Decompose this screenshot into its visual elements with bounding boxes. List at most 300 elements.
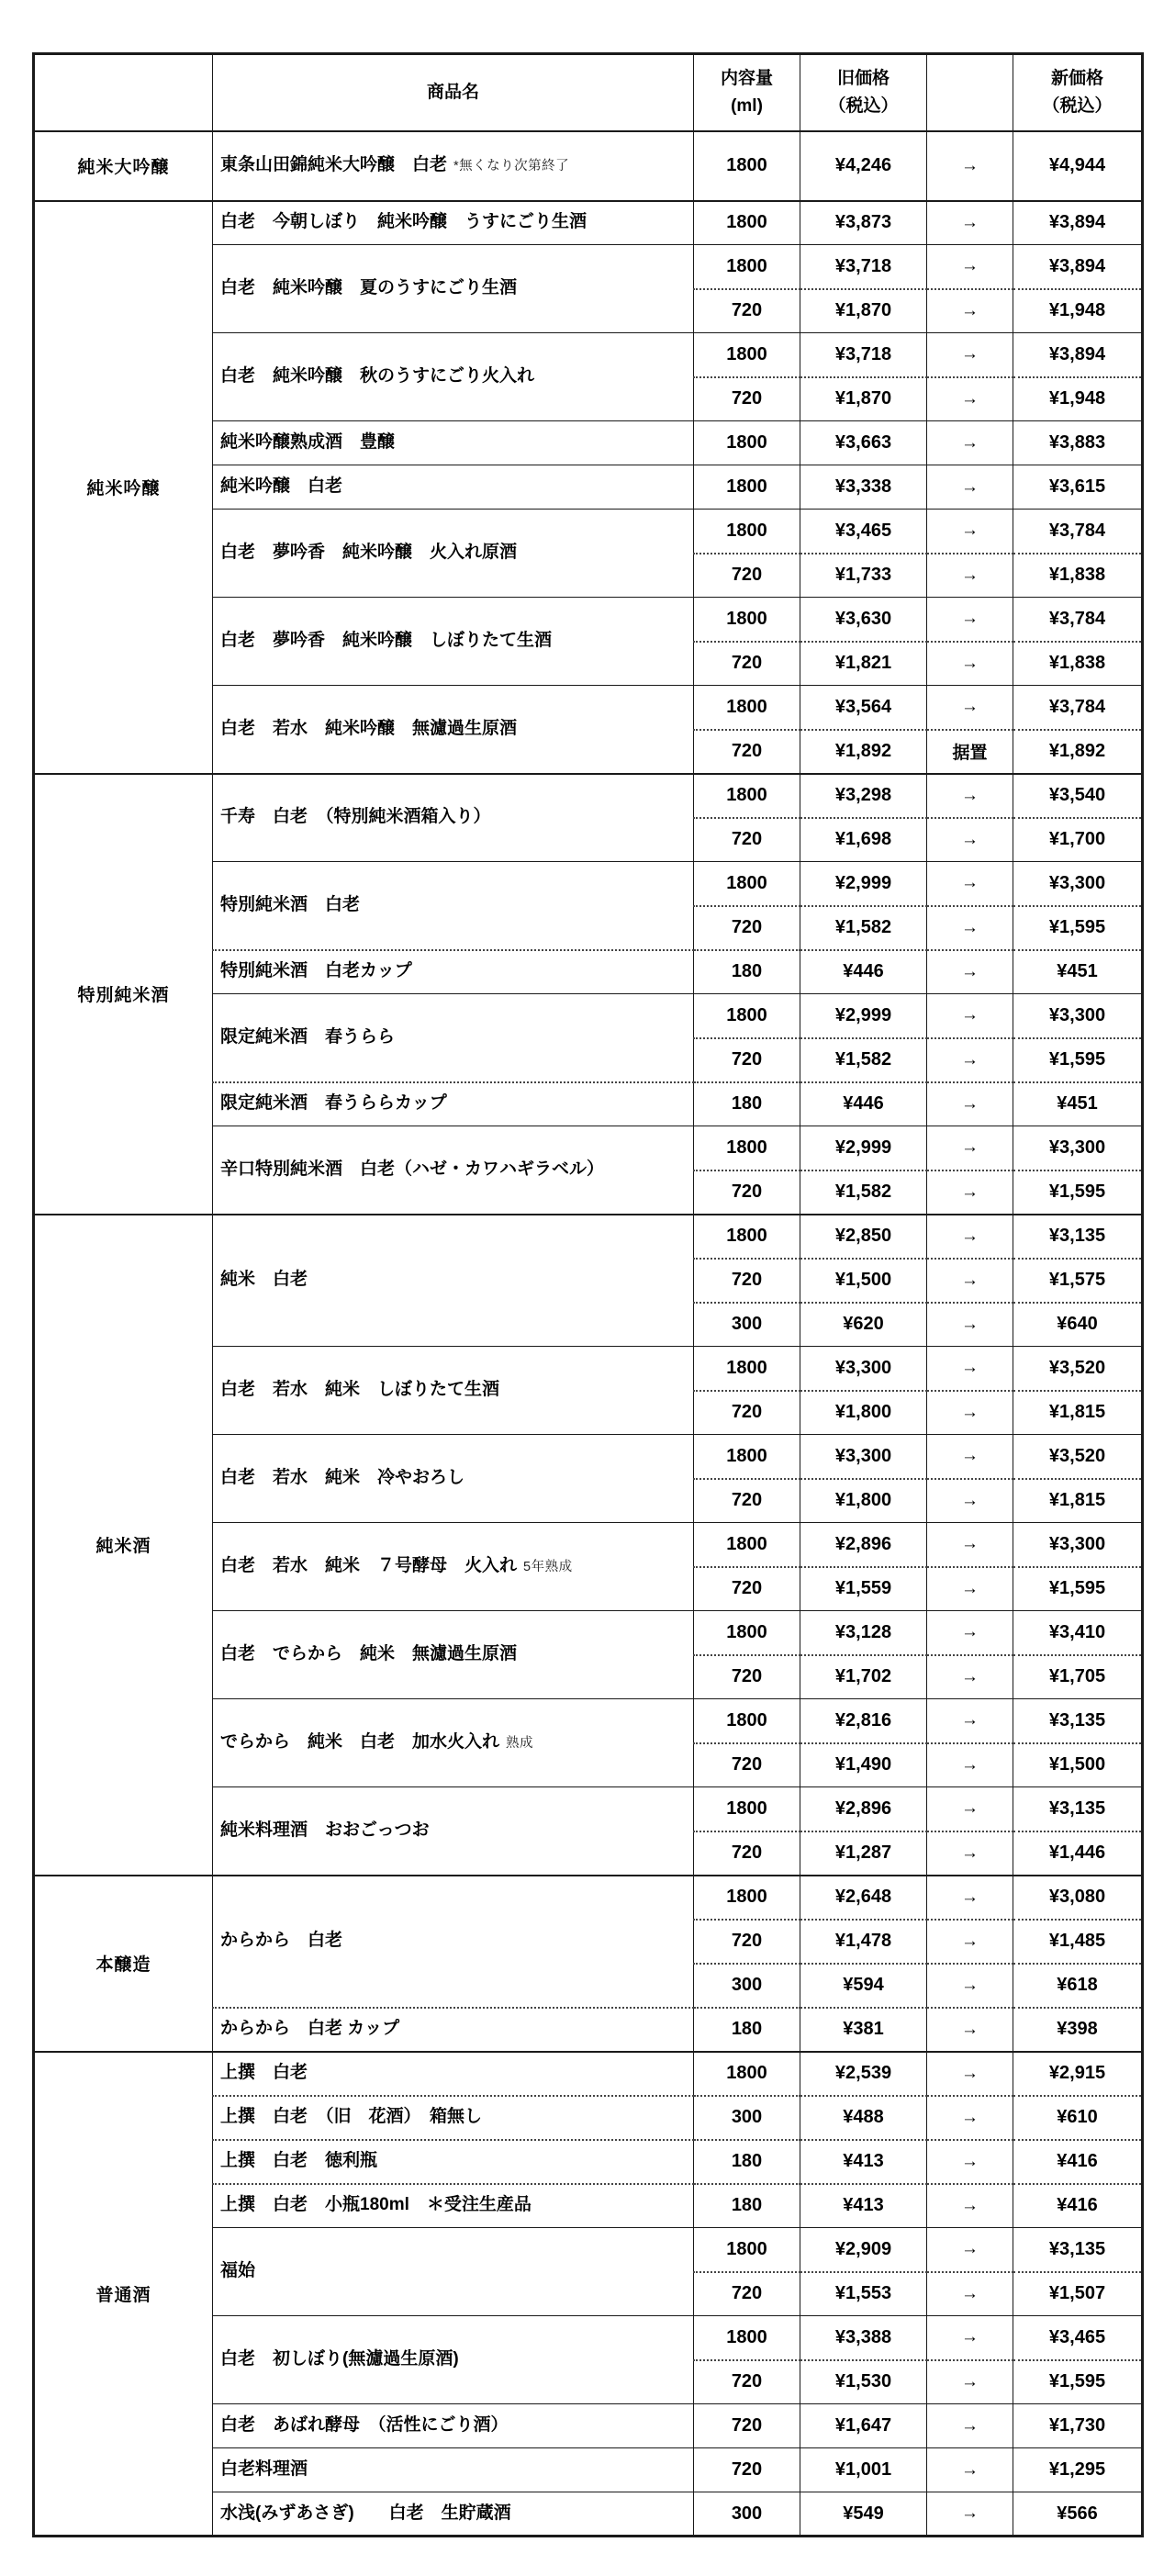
product-name-text: 白老 若水 純米 冷やおろし: [220, 1468, 465, 1488]
old-price-cell: ¥1,821: [800, 642, 927, 686]
new-price-cell: ¥1,700: [1013, 818, 1143, 862]
new-price-cell: ¥566: [1013, 2492, 1143, 2537]
old-price-cell: ¥1,530: [800, 2360, 927, 2404]
new-price-cell: ¥3,883: [1013, 421, 1143, 465]
col-header-old-price: [800, 54, 927, 131]
volume-cell: 1800: [694, 774, 800, 818]
price-change-mark-cell: →: [927, 131, 1013, 201]
new-price-cell: ¥1,705: [1013, 1655, 1143, 1699]
product-note: 5年熟成: [523, 1560, 573, 1575]
volume-cell: 720: [694, 1567, 800, 1611]
price-change-mark-cell: →: [927, 2140, 1013, 2184]
old-price-cell: ¥1,582: [800, 1038, 927, 1082]
new-price-cell: ¥1,595: [1013, 1567, 1143, 1611]
volume-cell: 1800: [694, 2228, 800, 2272]
product-name-text: でらから 純米 白老 加水火入れ: [220, 1732, 500, 1753]
new-price-cell: ¥1,838: [1013, 642, 1143, 686]
volume-cell: 1800: [694, 686, 800, 730]
new-price-cell: ¥1,485: [1013, 1920, 1143, 1964]
price-change-mark-cell: →: [927, 1038, 1013, 1082]
product-name-cell: [213, 333, 694, 421]
price-change-mark-cell: →: [927, 774, 1013, 818]
volume-cell: 300: [694, 1303, 800, 1347]
product-name-cell: [213, 1347, 694, 1435]
price-change-mark-cell: →: [927, 1743, 1013, 1787]
old-price-cell: ¥2,648: [800, 1876, 927, 1920]
product-note: 熟成: [506, 1736, 534, 1752]
col-header-product-name: 商品名: [213, 54, 694, 131]
volume-cell: 180: [694, 2184, 800, 2228]
new-price-cell: ¥1,575: [1013, 1259, 1143, 1303]
product-name-text: 上撰 白老 小瓶180ml ＊受注生産品: [220, 2195, 532, 2215]
volume-cell: 300: [694, 1964, 800, 2008]
new-price-cell: ¥1,595: [1013, 1038, 1143, 1082]
old-price-cell: ¥2,999: [800, 1126, 927, 1170]
old-price-cell: ¥2,909: [800, 2228, 927, 2272]
old-price-cell: ¥549: [800, 2492, 927, 2537]
product-name-cell: [213, 1126, 694, 1215]
volume-cell: 1800: [694, 862, 800, 906]
new-price-cell: ¥3,135: [1013, 1215, 1143, 1259]
volume-cell: 720: [694, 2404, 800, 2448]
price-change-mark-cell: →: [927, 2316, 1013, 2360]
table-row: [34, 131, 1143, 201]
new-price-cell: ¥3,465: [1013, 2316, 1143, 2360]
product-name-text: 白老 夢吟香 純米吟醸 火入れ原酒: [220, 543, 518, 563]
new-price-cell: ¥3,300: [1013, 1126, 1143, 1170]
volume-cell: 720: [694, 1259, 800, 1303]
category-cell: 特別純米酒: [34, 774, 213, 1215]
price-change-mark-cell: →: [927, 510, 1013, 554]
category-cell: 純米酒: [34, 1215, 213, 1876]
product-name-cell: [213, 2228, 694, 2316]
product-name-text: 白老料理酒: [220, 2459, 308, 2480]
price-change-mark-cell: →: [927, 2228, 1013, 2272]
old-price-cell: ¥1,553: [800, 2272, 927, 2316]
volume-cell: 720: [694, 1479, 800, 1523]
new-price-cell: ¥1,815: [1013, 1391, 1143, 1435]
product-name-cell: [213, 421, 694, 465]
volume-cell: 720: [694, 1831, 800, 1876]
volume-cell: 720: [694, 289, 800, 333]
new-price-cell: ¥398: [1013, 2008, 1143, 2052]
product-name-cell: [213, 2140, 694, 2184]
product-name-text: 辛口特別純米酒 白老（ハゼ・カワハギラベル）: [220, 1159, 605, 1179]
product-name-text: 白老 若水 純米 しぼりたて生酒: [220, 1380, 500, 1400]
price-change-mark-cell: →: [927, 2448, 1013, 2492]
price-change-mark-cell: →: [927, 686, 1013, 730]
volume-cell: 1800: [694, 598, 800, 642]
old-price-cell: ¥2,999: [800, 862, 927, 906]
product-name-cell: [213, 1082, 694, 1126]
product-name-text: 純米吟醸 白老: [220, 476, 343, 497]
volume-cell: 720: [694, 2448, 800, 2492]
product-name-cell: [213, 2096, 694, 2140]
product-name-text: 白老 夢吟香 純米吟醸 しぼりたて生酒: [220, 631, 553, 651]
new-price-cell: ¥3,894: [1013, 201, 1143, 245]
old-price-cell: ¥446: [800, 1082, 927, 1126]
volume-cell: 1800: [694, 510, 800, 554]
price-change-mark-cell: →: [927, 1259, 1013, 1303]
product-name-cell: [213, 131, 694, 201]
product-name-cell: [213, 862, 694, 950]
old-price-cell: ¥413: [800, 2184, 927, 2228]
price-change-mark-cell: →: [927, 2360, 1013, 2404]
product-name-text: からから 白老 カップ: [220, 2019, 400, 2039]
old-price-cell: ¥1,800: [800, 1391, 927, 1435]
new-price-cell: ¥3,520: [1013, 1435, 1143, 1479]
old-price-cell: ¥3,300: [800, 1347, 927, 1391]
volume-cell: 720: [694, 554, 800, 598]
volume-cell: 720: [694, 818, 800, 862]
volume-cell: 180: [694, 2008, 800, 2052]
product-name-text: 上撰 白老: [220, 2063, 308, 2083]
volume-cell: 1800: [694, 1699, 800, 1743]
product-name-cell: [213, 950, 694, 994]
price-change-mark-cell: →: [927, 2492, 1013, 2537]
volume-cell: 1800: [694, 1876, 800, 1920]
new-price-cell: ¥1,838: [1013, 554, 1143, 598]
price-change-mark-cell: →: [927, 994, 1013, 1038]
new-price-cell: ¥3,520: [1013, 1347, 1143, 1391]
product-name-text: からから 白老: [220, 1931, 343, 1951]
volume-cell: 720: [694, 2360, 800, 2404]
category-cell: 純米吟醸: [34, 201, 213, 774]
price-change-mark-cell: →: [927, 289, 1013, 333]
product-name-text: 白老 若水 純米吟醸 無濾過生原酒: [220, 718, 518, 738]
new-price-cell: ¥1,446: [1013, 1831, 1143, 1876]
volume-cell: 1800: [694, 1787, 800, 1831]
product-name-cell: [213, 1523, 694, 1611]
col-header-old-price-line1: 旧価格: [836, 69, 890, 89]
old-price-cell: ¥1,287: [800, 1831, 927, 1876]
old-price-cell: ¥1,647: [800, 2404, 927, 2448]
old-price-cell: ¥3,465: [800, 510, 927, 554]
new-price-cell: ¥2,915: [1013, 2052, 1143, 2096]
price-change-mark-cell: →: [927, 2404, 1013, 2448]
old-price-cell: ¥1,892: [800, 730, 927, 774]
new-price-cell: ¥1,730: [1013, 2404, 1143, 2448]
product-name-cell: [213, 2184, 694, 2228]
price-change-mark-cell: →: [927, 1126, 1013, 1170]
table-row: [34, 774, 1143, 818]
price-change-mark-cell: →: [927, 554, 1013, 598]
product-note: *無くなり次第終了: [453, 159, 570, 174]
product-name-text: 上撰 白老 （旧 花酒） 箱無し: [220, 2107, 483, 2127]
product-name-text: 特別純米酒 白老カップ: [220, 961, 412, 981]
table-row: [34, 201, 1143, 245]
product-name-text: 白老 若水 純米 ７号酵母 火入れ: [220, 1556, 518, 1576]
volume-cell: 1800: [694, 1611, 800, 1655]
old-price-cell: ¥381: [800, 2008, 927, 2052]
old-price-cell: ¥2,999: [800, 994, 927, 1038]
price-change-mark-cell: →: [927, 1170, 1013, 1215]
price-change-mark-cell: →: [927, 818, 1013, 862]
old-price-cell: ¥4,246: [800, 131, 927, 201]
price-change-mark-cell: →: [927, 1964, 1013, 2008]
product-name-text: 純米吟醸熟成酒 豊醸: [220, 432, 396, 453]
col-header-volume-line1: 内容量: [720, 69, 773, 89]
volume-cell: 1800: [694, 245, 800, 289]
product-name-cell: [213, 994, 694, 1082]
volume-cell: 720: [694, 1920, 800, 1964]
volume-cell: 1800: [694, 131, 800, 201]
new-price-cell: ¥3,080: [1013, 1876, 1143, 1920]
volume-cell: 720: [694, 2272, 800, 2316]
product-name-text: 上撰 白老 徳利瓶: [220, 2151, 378, 2171]
product-name-text: 東条山田錦純米大吟醸 白老: [220, 155, 448, 175]
volume-cell: 720: [694, 642, 800, 686]
old-price-cell: ¥1,870: [800, 377, 927, 421]
col-header-arrow: [927, 54, 1013, 131]
new-price-cell: ¥3,300: [1013, 862, 1143, 906]
table-row: [34, 1876, 1143, 1920]
product-name-cell: [213, 1787, 694, 1876]
new-price-cell: ¥451: [1013, 950, 1143, 994]
volume-cell: 1800: [694, 1347, 800, 1391]
new-price-cell: ¥1,892: [1013, 730, 1143, 774]
volume-cell: 1800: [694, 994, 800, 1038]
col-header-new-price-line1: 新価格: [1050, 69, 1103, 89]
old-price-cell: ¥3,128: [800, 1611, 927, 1655]
new-price-cell: ¥3,300: [1013, 994, 1143, 1038]
price-change-mark-cell: →: [927, 245, 1013, 289]
volume-cell: 720: [694, 906, 800, 950]
col-header-old-price-line2: （税込）: [828, 95, 899, 116]
volume-cell: 1800: [694, 1435, 800, 1479]
volume-cell: 180: [694, 2140, 800, 2184]
old-price-cell: ¥2,539: [800, 2052, 927, 2096]
old-price-cell: ¥1,870: [800, 289, 927, 333]
price-change-mark-cell: →: [927, 2008, 1013, 2052]
product-name-cell: [213, 245, 694, 333]
old-price-cell: ¥413: [800, 2140, 927, 2184]
product-name-text: 白老 純米吟醸 秋のうすにごり火入れ: [220, 366, 535, 386]
new-price-cell: ¥1,507: [1013, 2272, 1143, 2316]
price-table: [32, 52, 1144, 2537]
old-price-cell: ¥488: [800, 2096, 927, 2140]
table-row: [34, 2052, 1143, 2096]
old-price-cell: ¥3,338: [800, 465, 927, 510]
price-change-mark-cell: →: [927, 598, 1013, 642]
old-price-cell: ¥620: [800, 1303, 927, 1347]
new-price-cell: ¥1,295: [1013, 2448, 1143, 2492]
product-name-cell: [213, 686, 694, 774]
price-change-mark-cell: →: [927, 2052, 1013, 2096]
old-price-cell: ¥3,718: [800, 333, 927, 377]
volume-cell: 720: [694, 1170, 800, 1215]
product-name-text: 白老 あばれ酵母 （活性にごり酒）: [220, 2415, 509, 2436]
price-change-mark-cell: →: [927, 1920, 1013, 1964]
price-change-mark-cell: →: [927, 1655, 1013, 1699]
product-name-cell: [213, 2404, 694, 2448]
price-change-mark-cell: →: [927, 906, 1013, 950]
table-header: [34, 54, 1143, 131]
old-price-cell: ¥1,500: [800, 1259, 927, 1303]
price-change-mark-cell: →: [927, 862, 1013, 906]
volume-cell: 1800: [694, 1215, 800, 1259]
product-name-cell: [213, 2008, 694, 2052]
old-price-cell: ¥1,582: [800, 1170, 927, 1215]
price-change-mark-cell: →: [927, 1523, 1013, 1567]
new-price-cell: ¥3,410: [1013, 1611, 1143, 1655]
price-change-mark-cell: →: [927, 1082, 1013, 1126]
volume-cell: 720: [694, 1743, 800, 1787]
new-price-cell: ¥1,815: [1013, 1479, 1143, 1523]
new-price-cell: ¥3,784: [1013, 598, 1143, 642]
product-name-cell: [213, 2316, 694, 2404]
header-row: [34, 54, 1143, 131]
old-price-cell: ¥1,582: [800, 906, 927, 950]
price-change-mark-cell: →: [927, 2184, 1013, 2228]
old-price-cell: ¥3,663: [800, 421, 927, 465]
new-price-cell: ¥640: [1013, 1303, 1143, 1347]
new-price-cell: ¥3,615: [1013, 465, 1143, 510]
new-price-cell: ¥3,540: [1013, 774, 1143, 818]
old-price-cell: ¥3,388: [800, 2316, 927, 2360]
new-price-cell: ¥416: [1013, 2184, 1143, 2228]
new-price-cell: ¥1,500: [1013, 1743, 1143, 1787]
old-price-cell: ¥3,298: [800, 774, 927, 818]
new-price-cell: ¥3,894: [1013, 245, 1143, 289]
volume-cell: 1800: [694, 465, 800, 510]
price-change-mark-cell: →: [927, 1787, 1013, 1831]
old-price-cell: ¥2,816: [800, 1699, 927, 1743]
old-price-cell: ¥1,702: [800, 1655, 927, 1699]
price-change-mark-cell: →: [927, 1831, 1013, 1876]
price-change-mark-cell: →: [927, 377, 1013, 421]
new-price-cell: ¥1,948: [1013, 377, 1143, 421]
product-name-text: 特別純米酒 白老: [220, 894, 361, 914]
old-price-cell: ¥2,896: [800, 1523, 927, 1567]
product-name-cell: [213, 1435, 694, 1523]
old-price-cell: ¥446: [800, 950, 927, 994]
table-row: [34, 1215, 1143, 1259]
old-price-cell: ¥3,630: [800, 598, 927, 642]
new-price-cell: ¥3,135: [1013, 1787, 1143, 1831]
old-price-cell: ¥2,896: [800, 1787, 927, 1831]
volume-cell: 180: [694, 1082, 800, 1126]
price-change-mark-cell: →: [927, 1479, 1013, 1523]
product-name-text: 純米料理酒 おおごっつお: [220, 1820, 430, 1840]
price-change-mark-cell: 据置: [927, 730, 1013, 774]
new-price-cell: ¥618: [1013, 1964, 1143, 2008]
price-change-mark-cell: →: [927, 465, 1013, 510]
product-name-cell: [213, 510, 694, 598]
old-price-cell: ¥1,001: [800, 2448, 927, 2492]
old-price-cell: ¥1,490: [800, 1743, 927, 1787]
product-name-text: 白老 純米吟醸 夏のうすにごり生酒: [220, 278, 518, 298]
old-price-cell: ¥1,698: [800, 818, 927, 862]
price-change-mark-cell: →: [927, 333, 1013, 377]
product-name-cell: [213, 598, 694, 686]
new-price-cell: ¥451: [1013, 1082, 1143, 1126]
volume-cell: 720: [694, 1038, 800, 1082]
old-price-cell: ¥1,733: [800, 554, 927, 598]
product-name-text: 水浅(みずあさぎ) 白老 生貯蔵酒: [220, 2503, 511, 2523]
product-name-text: 白老 今朝しぼり 純米吟醸 うすにごり生酒: [220, 212, 588, 232]
new-price-cell: ¥3,894: [1013, 333, 1143, 377]
volume-cell: 1800: [694, 1523, 800, 1567]
price-change-mark-cell: →: [927, 1215, 1013, 1259]
new-price-cell: ¥416: [1013, 2140, 1143, 2184]
price-change-mark-cell: →: [927, 1567, 1013, 1611]
price-change-mark-cell: →: [927, 642, 1013, 686]
old-price-cell: ¥1,559: [800, 1567, 927, 1611]
new-price-cell: ¥3,135: [1013, 1699, 1143, 1743]
volume-cell: 1800: [694, 2316, 800, 2360]
volume-cell: 300: [694, 2096, 800, 2140]
product-name-text: 千寿 白老 （特別純米酒箱入り）: [220, 807, 491, 827]
volume-cell: 720: [694, 730, 800, 774]
new-price-cell: ¥610: [1013, 2096, 1143, 2140]
product-name-text: 限定純米酒 春うららカップ: [220, 1093, 447, 1114]
volume-cell: 1800: [694, 201, 800, 245]
product-name-cell: [213, 1215, 694, 1347]
old-price-cell: ¥3,564: [800, 686, 927, 730]
category-cell: 普通酒: [34, 2052, 213, 2537]
old-price-cell: ¥2,850: [800, 1215, 927, 1259]
old-price-cell: ¥3,718: [800, 245, 927, 289]
volume-cell: 1800: [694, 421, 800, 465]
product-name-cell: [213, 2448, 694, 2492]
product-name-cell: [213, 1699, 694, 1787]
category-cell: 純米大吟醸: [34, 131, 213, 201]
old-price-cell: ¥594: [800, 1964, 927, 2008]
old-price-cell: ¥1,800: [800, 1479, 927, 1523]
product-name-text: 限定純米酒 春うらら: [220, 1026, 396, 1047]
volume-cell: 180: [694, 950, 800, 994]
product-name-cell: [213, 2052, 694, 2096]
product-name-text: 白老 でらから 純米 無濾過生原酒: [220, 1644, 518, 1664]
old-price-cell: ¥1,478: [800, 1920, 927, 1964]
price-change-mark-cell: →: [927, 1876, 1013, 1920]
product-name-text: 白老 初しぼり(無濾過生原酒): [220, 2349, 459, 2369]
new-price-cell: ¥1,948: [1013, 289, 1143, 333]
volume-cell: 720: [694, 1655, 800, 1699]
price-table-body: [34, 131, 1143, 2537]
price-change-mark-cell: →: [927, 421, 1013, 465]
volume-cell: 720: [694, 1391, 800, 1435]
price-change-mark-cell: →: [927, 1699, 1013, 1743]
volume-cell: 1800: [694, 1126, 800, 1170]
product-name-cell: [213, 1611, 694, 1699]
col-header-volume: [694, 54, 800, 131]
price-change-mark-cell: →: [927, 2272, 1013, 2316]
product-name-cell: [213, 201, 694, 245]
new-price-cell: ¥4,944: [1013, 131, 1143, 201]
new-price-cell: ¥1,595: [1013, 906, 1143, 950]
price-change-mark-cell: →: [927, 201, 1013, 245]
new-price-cell: ¥1,595: [1013, 1170, 1143, 1215]
new-price-cell: ¥3,300: [1013, 1523, 1143, 1567]
product-name-cell: [213, 2492, 694, 2537]
col-header-new-price-line2: （税込）: [1042, 95, 1113, 116]
volume-cell: 720: [694, 377, 800, 421]
volume-cell: 300: [694, 2492, 800, 2537]
price-change-mark-cell: →: [927, 950, 1013, 994]
col-header-new-price: [1013, 54, 1143, 131]
product-name-cell: [213, 1876, 694, 2008]
product-name-cell: [213, 465, 694, 510]
new-price-cell: ¥1,595: [1013, 2360, 1143, 2404]
old-price-cell: ¥3,300: [800, 1435, 927, 1479]
new-price-cell: ¥3,784: [1013, 510, 1143, 554]
category-cell: 本醸造: [34, 1876, 213, 2052]
product-name-cell: [213, 774, 694, 862]
volume-cell: 1800: [694, 2052, 800, 2096]
volume-cell: 1800: [694, 333, 800, 377]
